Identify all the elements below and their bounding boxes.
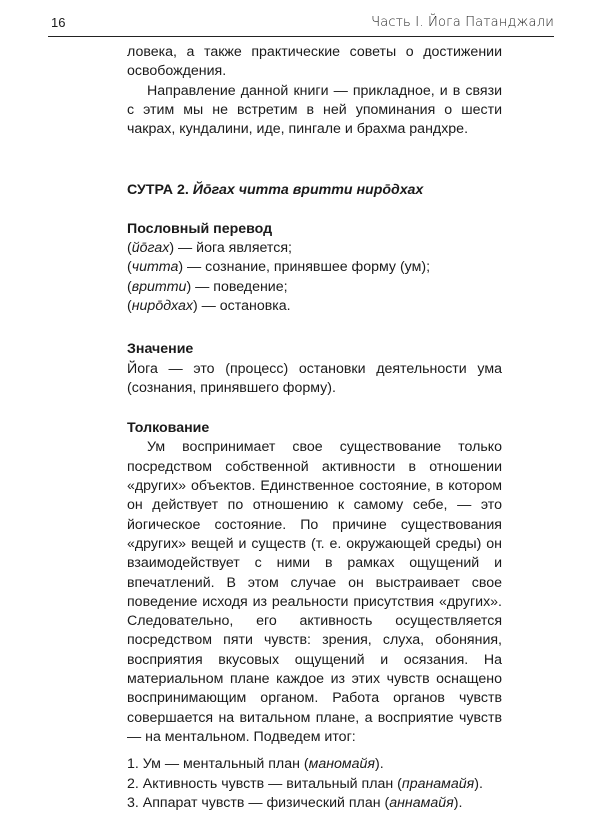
commentary-section: [127, 419, 502, 813]
word-meaning: — поведение;: [191, 278, 288, 295]
running-head-title: Часть I. Йога Патанджали: [371, 15, 554, 30]
list-item-close: ).: [453, 794, 463, 811]
meaning-heading: Значение: [127, 341, 194, 358]
sutra-sanskrit: Йо̄гах читта вритти ниро̄дхах: [192, 182, 424, 199]
word-meaning: — сознание, принявшее форму (ум);: [183, 259, 431, 276]
word-line: (вритти) — поведение;: [127, 278, 288, 295]
intro-paragraph-2: Направление данной книги — прикладное, и в связи с этим мы не встретим в ней упоминания о шести чакрах, кундалини, иде, пингале и брахма рандхре.: [127, 82, 502, 138]
list-item: [127, 794, 502, 813]
commentary-text: Ум воспринимает свое существование только посредством собственной активности в отношении «других» объектов. Единственное состояние, в котором он действует по отношению к самому себе, — это йогическое состояние. По причине существования «других» вещей и существ (т. е. окружающей среды) он взаимодействует с ними в рамках ощущений и впечатлений. В этом случае он выстраивает свое поведение исходя из реальности присутствия «других». Следовательно, его активность осуществляется посредством пяти чувств: зрения, слуха, обоняния, восприятия вкусовых ощущений и осязания. На материальном плане каждое из этих чувств оснащено воспринимающим органом. Работа органов чувств совершается на витальном плане, а восприятие чувств — на ментальном. Подведем итог:: [127, 439, 502, 745]
commentary-heading: Толкование: [127, 420, 210, 437]
page-number: 16: [51, 15, 66, 30]
word-term: ниро̄дхах: [131, 297, 193, 314]
word-term: читта: [131, 259, 179, 276]
list-item-close: ).: [375, 756, 384, 773]
sutra-title: [127, 181, 502, 200]
list-item-term: пранамайя: [401, 775, 475, 792]
list-item-text: 2. Активность чувств — витальный план (: [127, 775, 402, 792]
list-item-term: аннамайя: [389, 794, 454, 811]
word-meaning: — йога является;: [174, 240, 292, 257]
list-item-text: 1. Ум — ментальный план (: [127, 756, 309, 773]
list-item-text: 3. Аппарат чувств — физический план (: [127, 794, 390, 811]
word-line: (ниро̄дхах) — остановка.: [127, 297, 291, 314]
list-item: [127, 755, 502, 774]
list-item-close: ).: [474, 775, 483, 792]
translation-heading: Пословный перевод: [127, 220, 273, 237]
running-header: [48, 14, 554, 37]
word-line: (йо̄гах) — йога является;: [127, 240, 292, 257]
intro-paragraph-1: ловека, а также практические советы о достижении освобождения.: [127, 44, 502, 80]
translation-section: [127, 220, 502, 316]
word-term: вритти: [131, 278, 187, 295]
summary-list: [127, 755, 502, 813]
word-meaning: — остановка.: [197, 297, 291, 314]
sutra-label: СУТРА 2.: [127, 182, 189, 199]
list-item-term: маномайя: [308, 756, 376, 773]
meaning-section: [127, 340, 502, 398]
meaning-text: Йога — это (процесс) остановки деятельности ума (сознания, принявшего форму).: [127, 360, 502, 396]
word-term: йо̄гах: [131, 240, 170, 257]
word-line: (читта) — сознание, принявшее форму (ум);: [127, 259, 431, 276]
list-item: [127, 775, 502, 794]
word-list: [127, 239, 502, 316]
page-body: [127, 43, 502, 813]
